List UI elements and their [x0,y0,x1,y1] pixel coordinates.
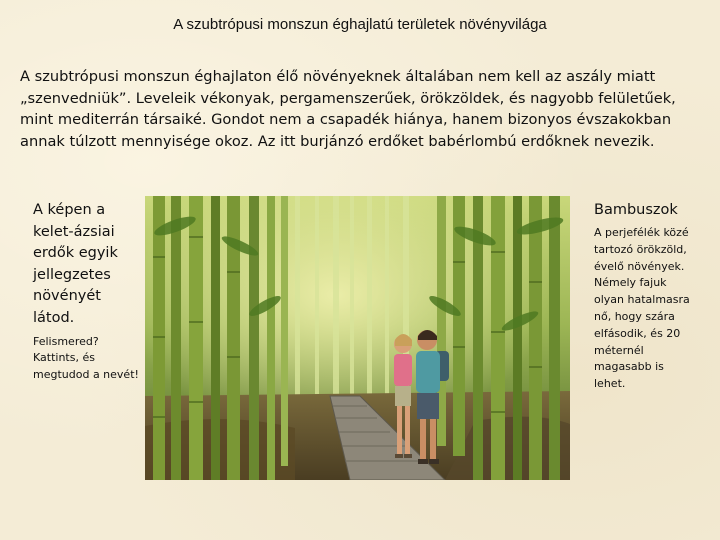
intro-paragraph: A szubtrópusi monszun éghajlaton élő növényeknek általában nem kell az aszály miatt „szenvedniük”. Leveleik vékonyak, pergamenszerűek, örökzöldek, és nagyobb felületűek, mint mediterrán társaiké. Gondot nem a csapadék hiánya, hanem bizonyos évszakokban annak túlzott mennyisége okoz. Az itt burjánzó erdőket babérlombú erdőknek nevezik. [20,68,676,150]
left-caption-main: A képen a kelet-ázsiai erdők egyik jellegzetes növényét látod. [33,202,118,326]
page-title: A szubtrópusi monszun éghajlatú területek növényvilága [173,16,547,33]
left-caption [33,200,139,384]
right-caption [594,200,694,393]
plant-name: Bambuszok [594,202,678,218]
plant-description: A perjefélék közé tartozó örökzöld, évelő növények. Némely fajuk olyan hatalmasra nő, hogy szára elfásodik, és 20 méternél magasabb is lehet. [594,226,690,391]
bamboo-photo[interactable] [145,196,570,480]
left-caption-hint[interactable]: Felismered? Kattints, és megtudod a nevét! [33,334,139,382]
bamboo-forest-image [145,196,570,480]
